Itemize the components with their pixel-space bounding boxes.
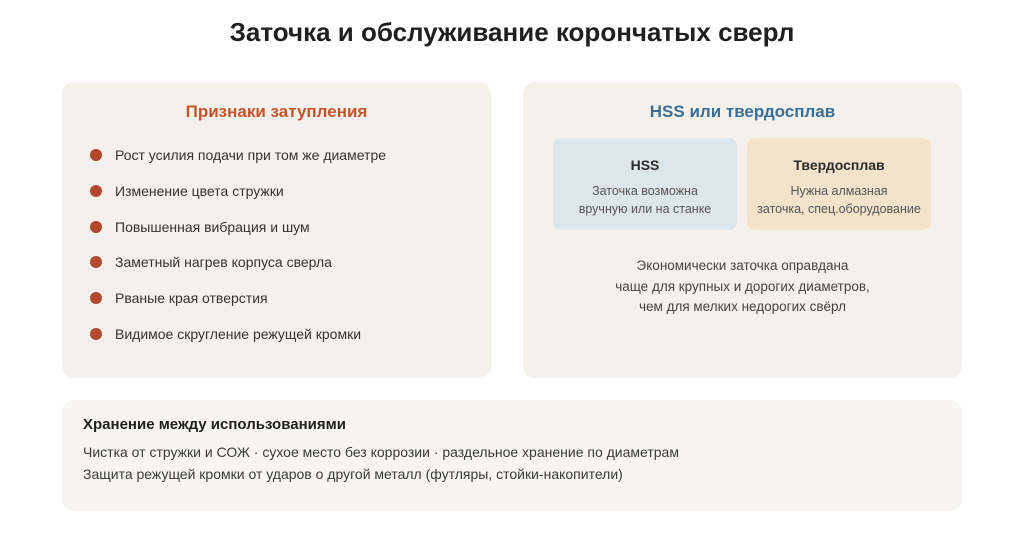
hss-description-line-1: Заточка возможна: [592, 184, 698, 198]
dullness-signs-card: [62, 82, 491, 378]
carbide-description-line-1: Нужна алмазная: [790, 184, 888, 198]
list-item-label: Повышенная вибрация и шум: [115, 218, 310, 235]
bullet-icon: [90, 185, 102, 197]
list-item-label: Заметный нагрев корпуса сверла: [115, 254, 332, 271]
bullet-icon: [90, 256, 102, 268]
material-comparison-card: [523, 82, 962, 378]
economics-note-line-3: чем для мелких недорогих свёрл: [639, 299, 846, 314]
dullness-signs-list: [90, 140, 386, 355]
hss-title: HSS: [630, 157, 660, 173]
list-item: [90, 319, 386, 355]
list-item-label: Рост усилия подачи при том же диаметре: [115, 147, 387, 163]
carbide-title: Твердосплав: [793, 157, 885, 173]
list-item: [90, 283, 386, 319]
page-title: Заточка и обслуживание корончатых сверл: [229, 17, 795, 47]
carbide-description: [747, 182, 931, 218]
list-item: [90, 140, 386, 176]
list-item: [90, 176, 386, 212]
dullness-signs-title: Признаки затупления: [185, 102, 368, 121]
storage-title: Хранение между использованиями: [83, 416, 346, 433]
storage-line-2: Защита режущей кромки от ударов о другой металл (футляры, стойки-накопители): [83, 466, 623, 482]
hss-description-line-2: вручную или на станке: [578, 202, 712, 216]
carbide-box: [747, 138, 931, 230]
storage-card: [62, 400, 962, 511]
list-item-label: Изменение цвета стружки: [115, 182, 284, 199]
list-item: [90, 247, 386, 283]
bullet-icon: [90, 292, 102, 304]
list-item-label: Рваные края отверстия: [115, 290, 268, 307]
bullet-icon: [90, 221, 102, 233]
list-item: [90, 212, 386, 248]
material-comparison-title: HSS или твердосплав: [649, 102, 836, 121]
list-item-label: Видимое скругление режущей кромки: [115, 325, 362, 342]
economics-note: [523, 256, 962, 318]
storage-line-1: Чистка от стружки и СОЖ · сухое место без коррозии · раздельное хранение по диаметрам: [83, 444, 679, 460]
hss-description: [553, 182, 737, 218]
economics-note-line-2: чаще для крупных и дорогих диаметров,: [615, 278, 870, 294]
bullet-icon: [90, 328, 102, 340]
bullet-icon: [90, 149, 102, 161]
economics-note-line-1: Экономически заточка оправдана: [636, 258, 849, 273]
hss-box: [553, 138, 737, 230]
carbide-description-line-2: заточка, спец.оборудование: [757, 202, 921, 216]
